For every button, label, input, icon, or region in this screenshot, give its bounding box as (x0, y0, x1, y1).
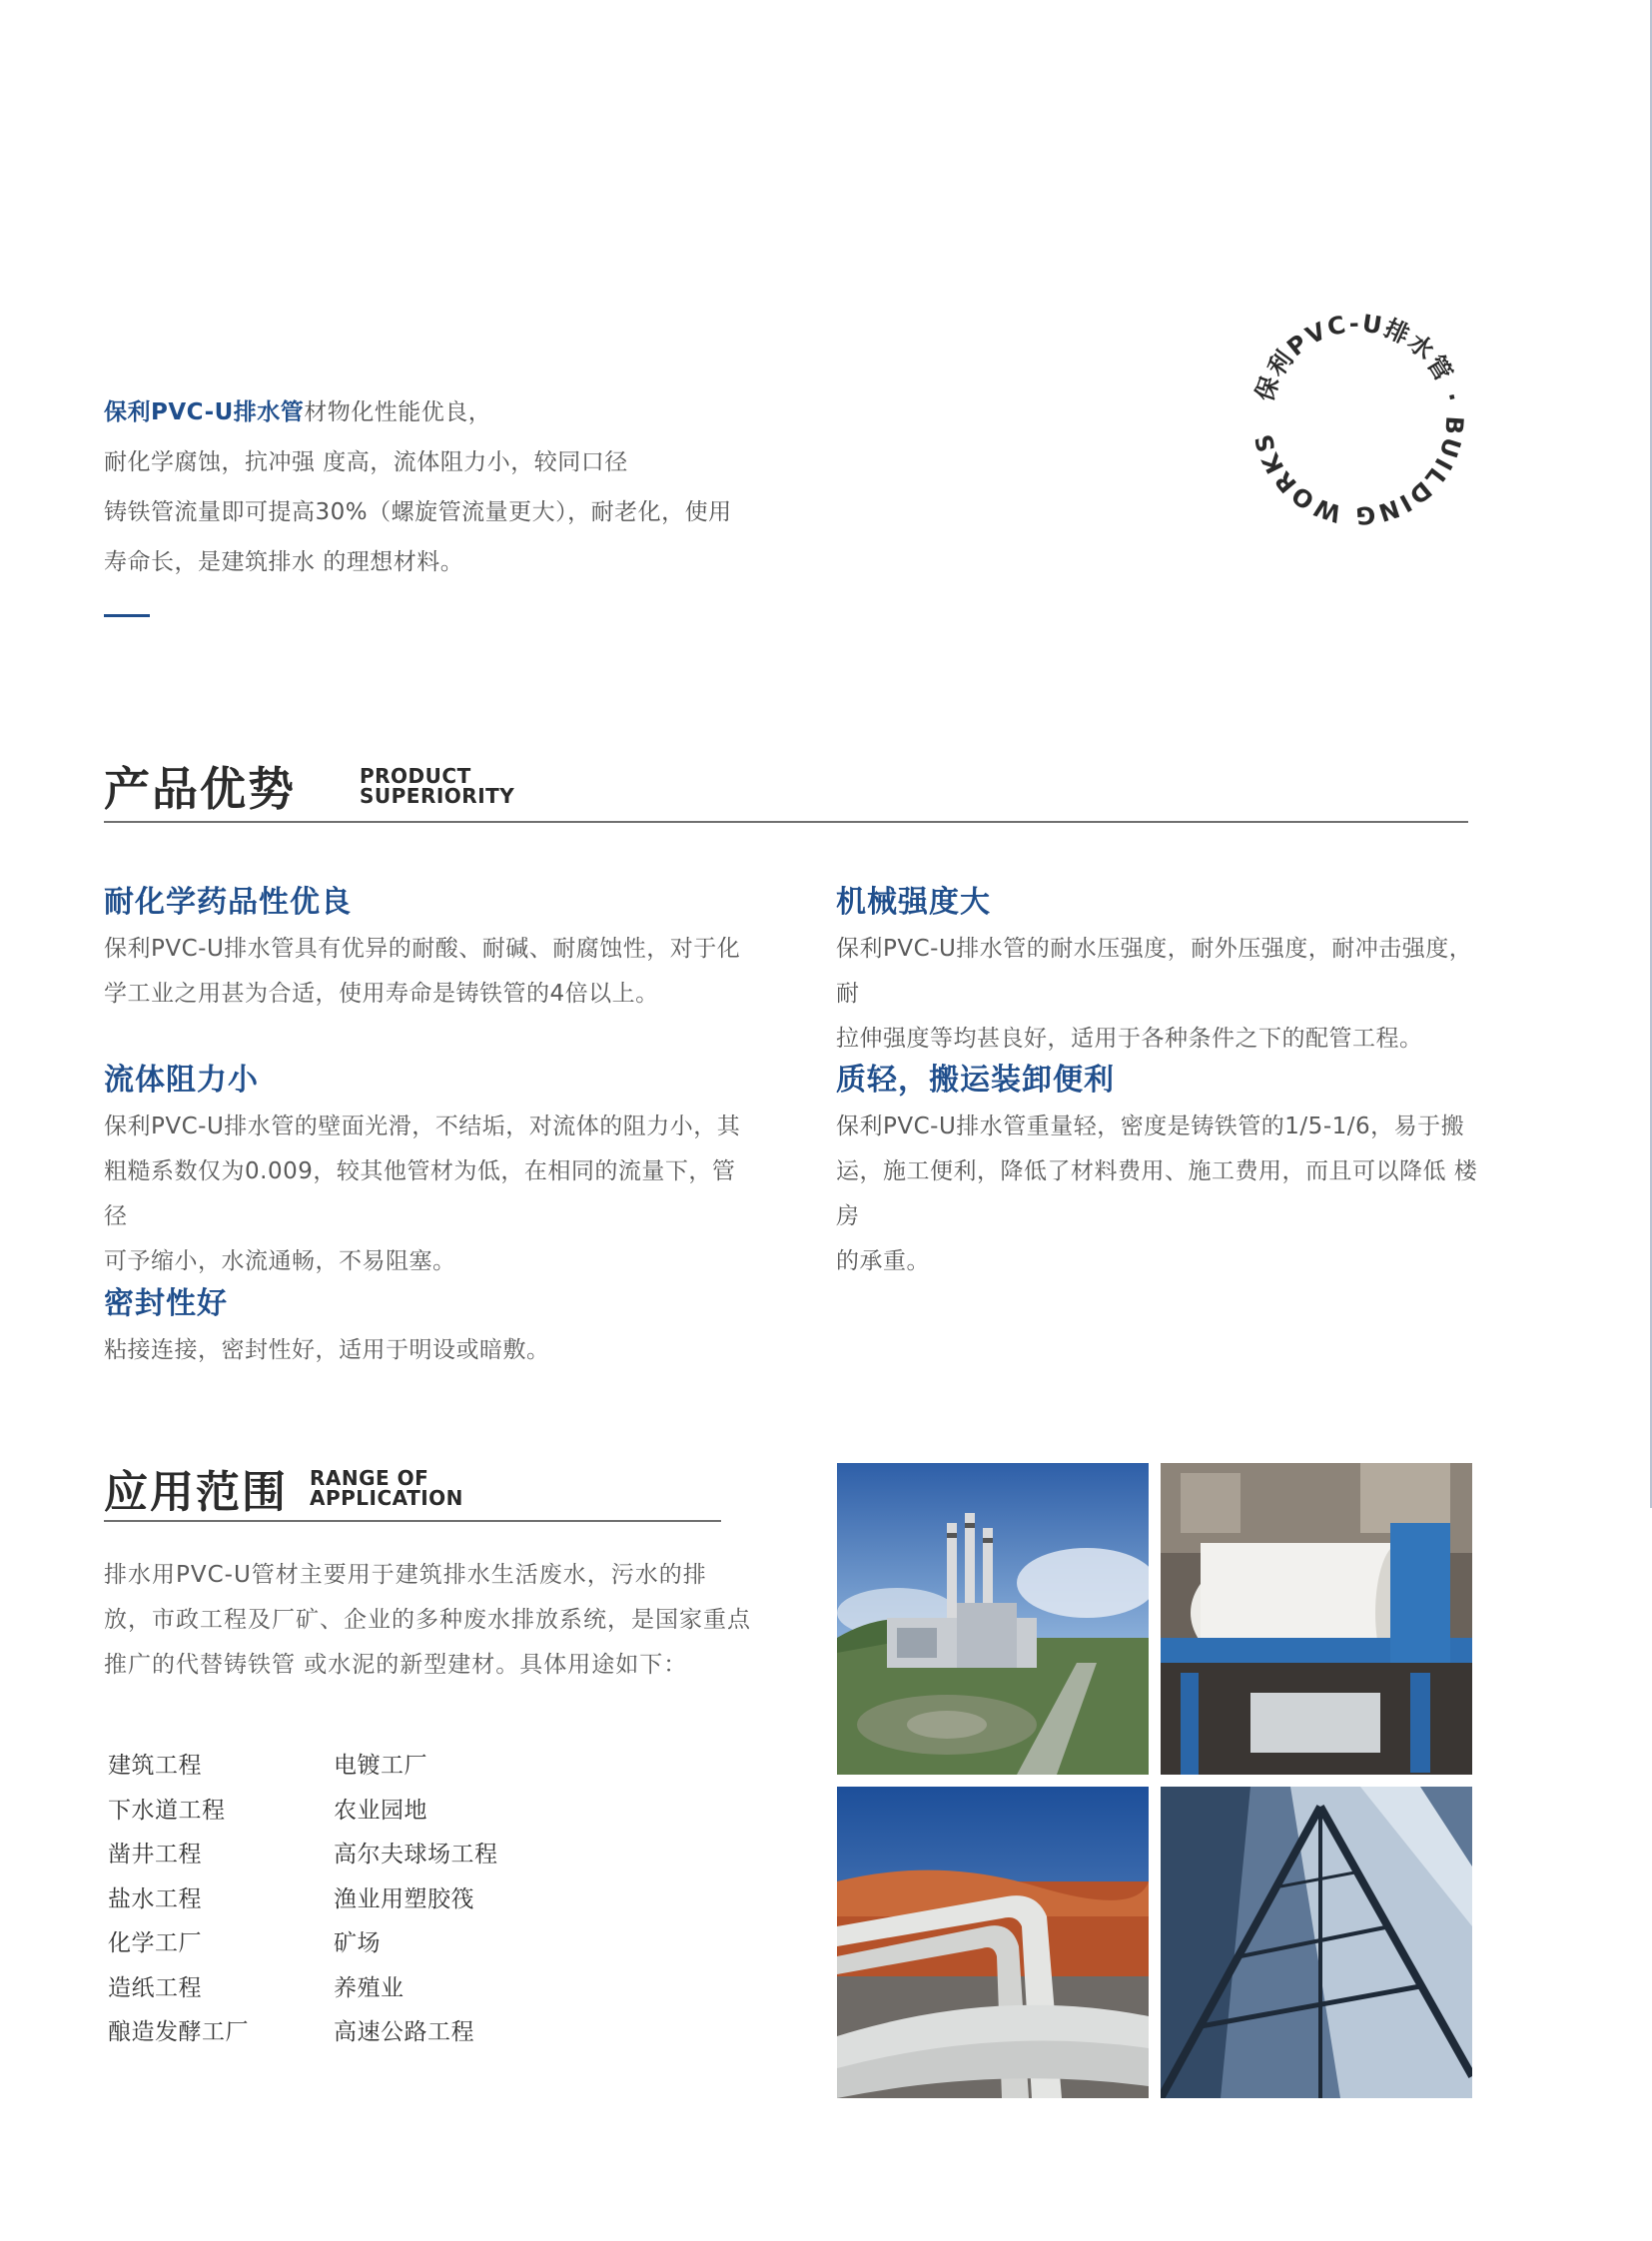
pipeline-photo (837, 1787, 1149, 2098)
list-item: 矿场 (334, 1930, 381, 1956)
building-photo (1161, 1787, 1472, 2098)
intro-highlight: 保利PVC-U排水管 (104, 399, 305, 425)
feature-body: 粘接连接，密封性好，适用于明设或暗敷。 (104, 1337, 550, 1363)
superiority-title-en (360, 766, 514, 806)
superiority-divider (104, 821, 1468, 823)
application-title-cn: 应用范围 (104, 1467, 288, 1518)
list-item: 高尔夫球场工程 (334, 1842, 498, 1868)
feature-good-sealing (104, 1284, 743, 1373)
paper-mill-photo (1161, 1463, 1472, 1775)
list-item: 渔业用塑胶筏 (334, 1885, 474, 1912)
list-item: 高速公路工程 (334, 2019, 474, 2045)
application-description: 排水用PVC-U管材主要用于建筑排水生活废水，污水的排 放，市政工程及厂矿、企业的多种废水排放系统，是国家重点 推广的代替铸铁管 或水泥的新型建材。具体用途如下： (104, 1562, 751, 1678)
intro-accent-rule (104, 614, 150, 617)
feature-title: 机械强度大 (836, 885, 991, 920)
feature-chemical-resistance (104, 883, 743, 1017)
badge-text: 保利PVC-U排水管 · BUILDING WORKS (1248, 309, 1469, 530)
feature-title: 流体阻力小 (104, 1063, 259, 1098)
building-works-badge (1229, 290, 1488, 549)
feature-title: 质轻，搬运装卸便利 (836, 1063, 1115, 1098)
intro-line-2: 耐化学腐蚀，抗冲强 度高，流体阻力小，较同口径 (104, 449, 628, 475)
svg-text:保利PVC-U排水管 · BUILDING WORKS · (1229, 290, 1468, 529)
application-uses-list (108, 1744, 593, 2055)
feature-body: 保利PVC-U排水管重量轻，密度是铸铁管的1/5-1/6，易于搬 运，施工便利，降低了材料费用、施工费用，而且可以降低 楼房 的承重。 (836, 1114, 1478, 1274)
feature-mechanical-strength (836, 883, 1495, 1062)
intro-line-1-rest: 材物化性能优良， (304, 399, 492, 425)
feature-title: 耐化学药品性优良 (104, 885, 352, 920)
intro-line-1 (104, 387, 763, 437)
list-item: 农业园地 (334, 1797, 427, 1824)
list-item: 酿造发酵工厂 (108, 2019, 249, 2045)
feature-low-flow-resistance (104, 1061, 743, 1284)
intro-paragraph (104, 387, 763, 587)
superiority-title-cn: 产品优势 (104, 762, 296, 816)
application-title-en (310, 1468, 463, 1508)
superiority-title-en-1: PRODUCT (360, 764, 471, 788)
list-item: 造纸工程 (108, 1974, 202, 2001)
application-header (104, 1456, 463, 1520)
superiority-header (104, 753, 514, 819)
feature-lightweight (836, 1061, 1495, 1284)
intro-line-3: 铸铁管流量即可提高30%（螺旋管流量更大），耐老化，使用 (104, 499, 732, 525)
application-divider (104, 1520, 721, 1522)
application-title-en-2: APPLICATION (310, 1486, 463, 1510)
feature-body: 保利PVC-U排水管具有优异的耐酸、耐碱、耐腐蚀性，对于化 学工业之用甚为合适，使用寿命是铸铁管的4倍以上。 (104, 936, 741, 1007)
list-item: 化学工厂 (108, 1930, 202, 1956)
superiority-title-en-2: SUPERIORITY (360, 784, 515, 808)
feature-body: 保利PVC-U排水管的壁面光滑，不结垢，对流体的阻力小，其 粗糙系数仅为0.009，较其他管材为低，在相同的流量下，管径 可予缩小，水流通畅，不易阻塞。 (104, 1114, 741, 1274)
list-item: 建筑工程 (108, 1753, 202, 1779)
intro-line-4: 寿命长，是建筑排水 的理想材料。 (104, 549, 464, 575)
list-item: 电镀工厂 (334, 1753, 427, 1779)
list-item: 养殖业 (334, 1974, 405, 2001)
application-title-en-1: RANGE OF (310, 1466, 429, 1490)
feature-title: 密封性好 (104, 1286, 228, 1321)
list-item: 下水道工程 (108, 1797, 226, 1824)
list-item: 盐水工程 (108, 1885, 202, 1912)
list-item: 凿井工程 (108, 1842, 202, 1868)
feature-body: 保利PVC-U排水管的耐水压强度，耐外压强度，耐冲击强度，耐 拉伸强度等均甚良好，适用于各种条件之下的配管工程。 (836, 936, 1473, 1052)
power-plant-photo (837, 1463, 1149, 1775)
